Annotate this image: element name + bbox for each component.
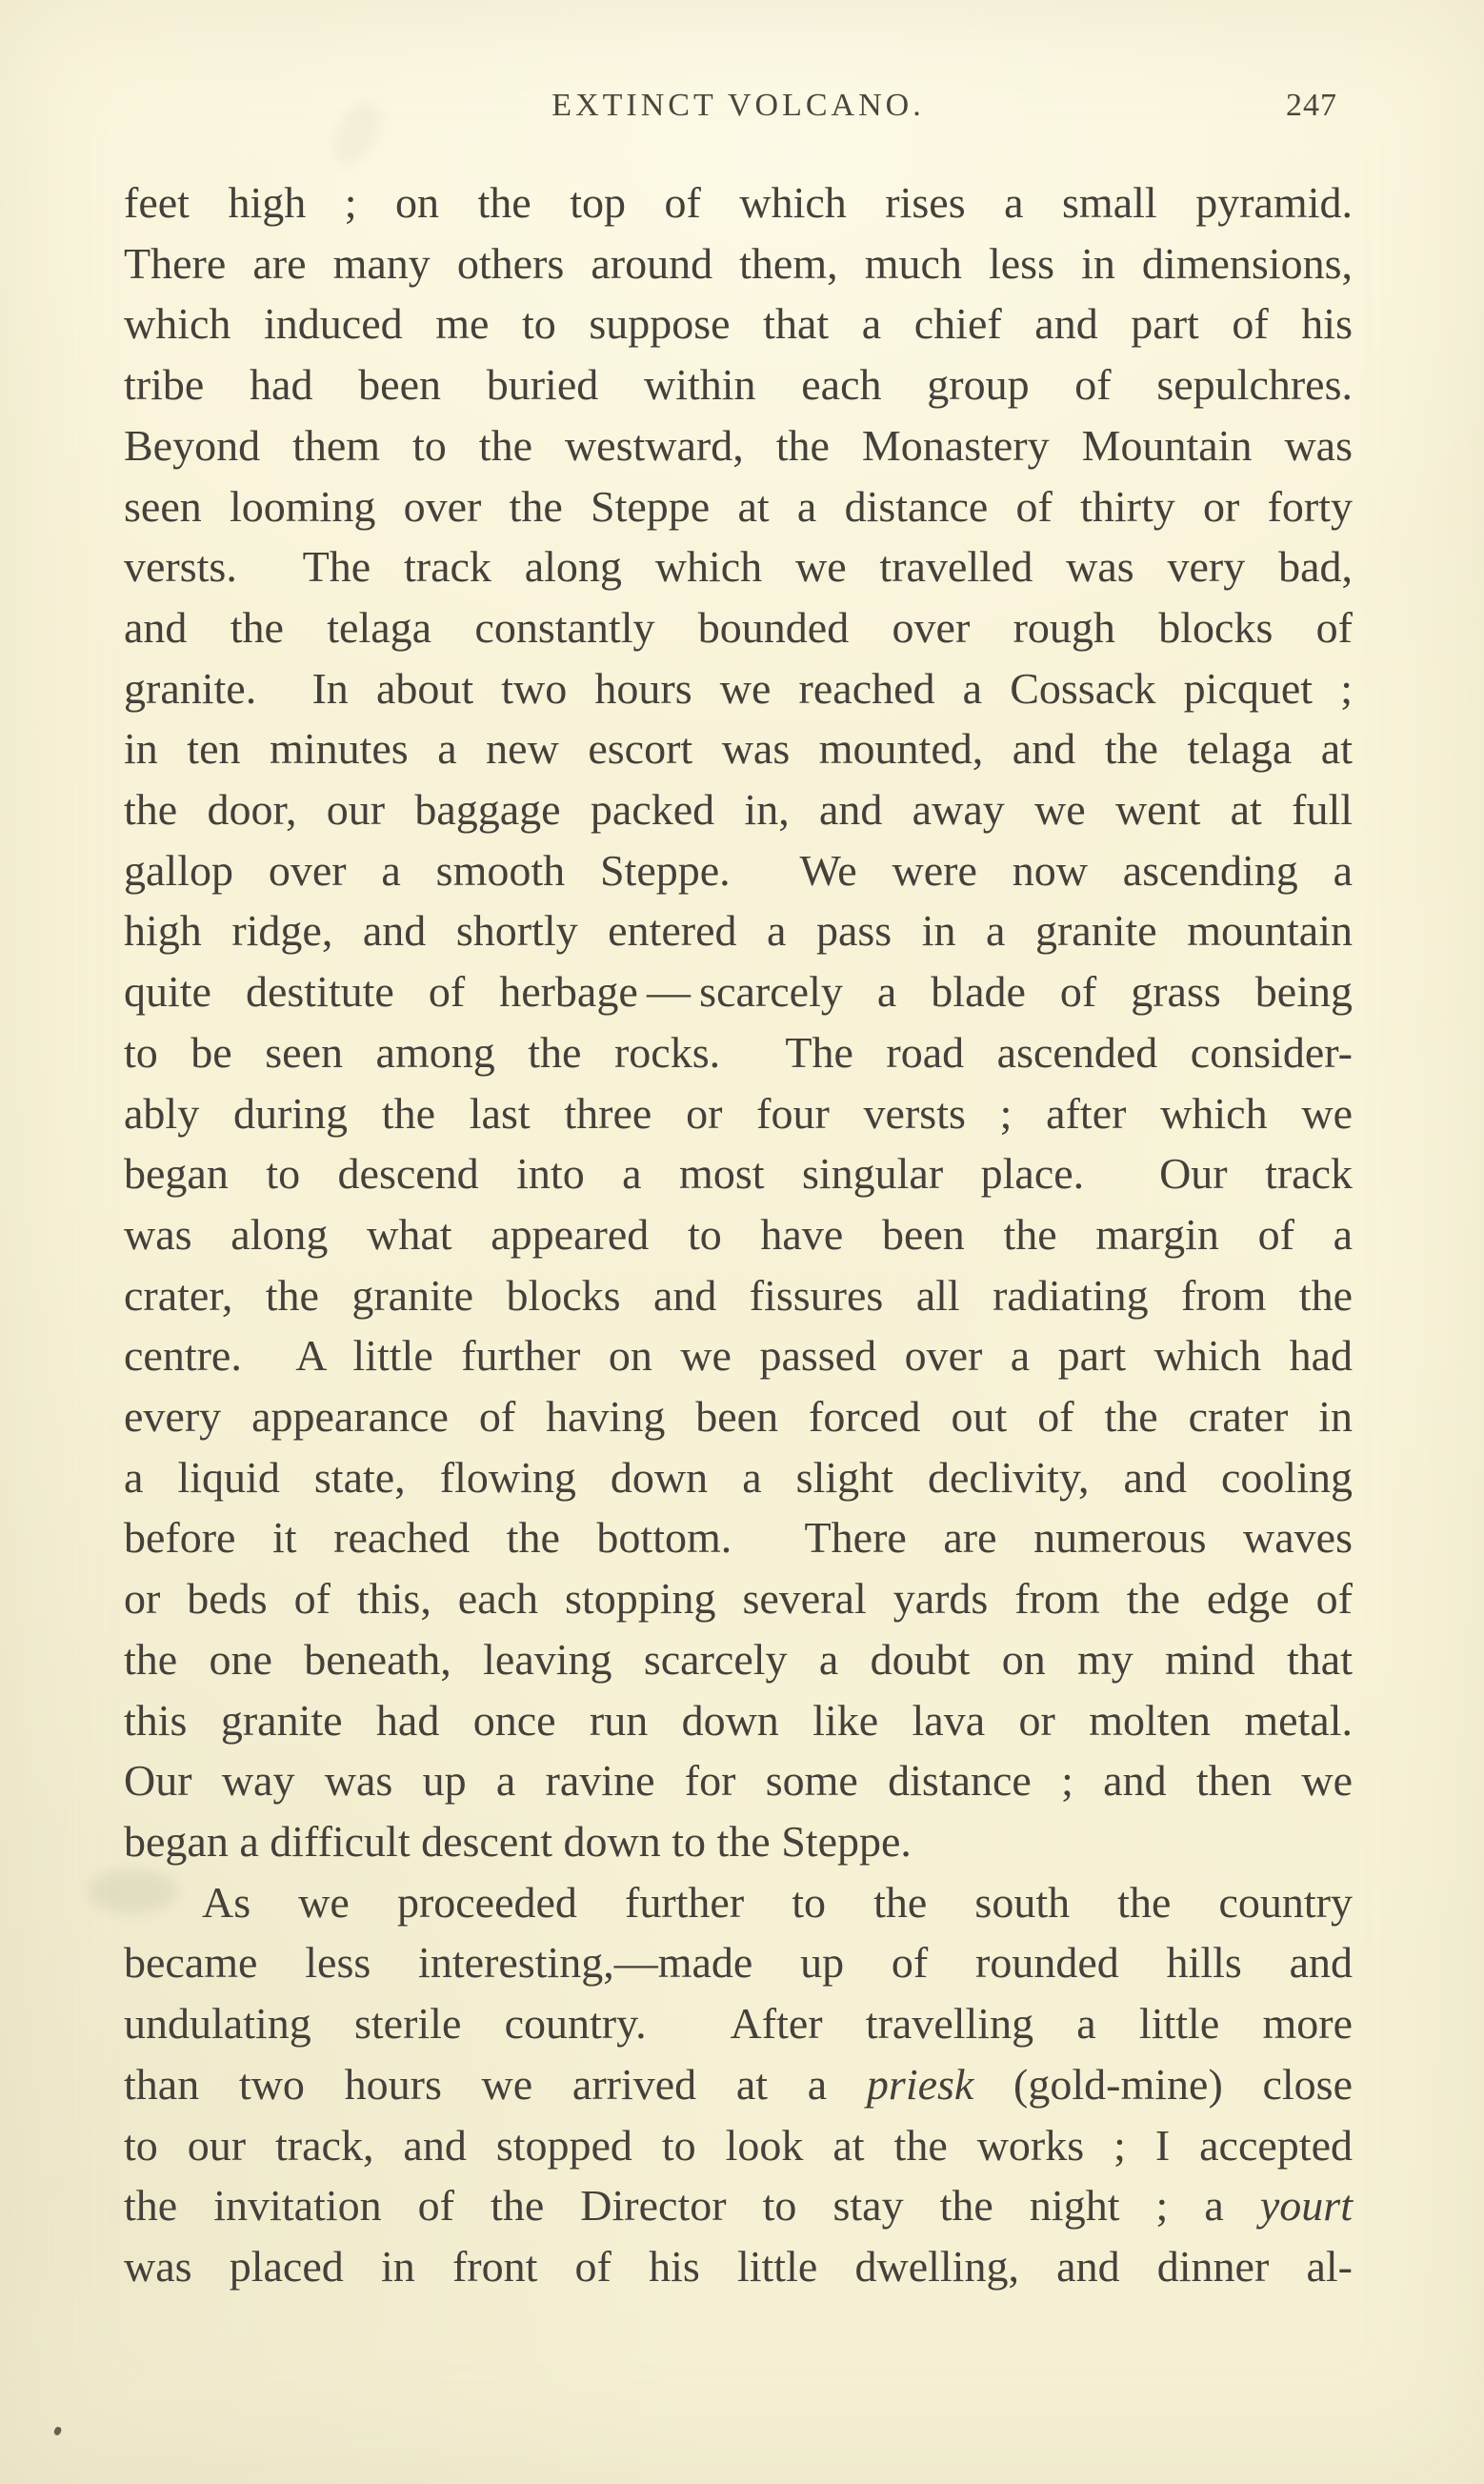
text-line: to be seen among the rocks. The road ascended consider- xyxy=(124,1027,1353,1077)
text-line: in ten minutes a new escort was mounted, and the telaga at xyxy=(124,724,1353,774)
text-line: became less interesting,—made up of rounded hills and xyxy=(124,1938,1353,1988)
text-line: this granite had once run down like lava or molten metal. xyxy=(124,1695,1353,1745)
text-line: every appearance of having been forced out of the crater in xyxy=(124,1392,1353,1442)
text-line: which induced me to suppose that a chief and part of his xyxy=(124,299,1353,349)
text-line: than two hours we arrived at a priesk (gold-mine) close xyxy=(124,2059,1353,2109)
text-line: gallop over a smooth Steppe. We were now ascending a xyxy=(124,845,1353,895)
text-line: began a difficult descent down to the Steppe. xyxy=(124,1816,912,1866)
text-line: Beyond them to the westward, the Monastery Mountain was xyxy=(124,420,1353,470)
text-line: As we proceeded further to the south the country xyxy=(202,1877,1353,1927)
running-title: EXTINCT VOLCANO. xyxy=(551,88,925,123)
text-line: granite. In about two hours we reached a Cossack picquet ; xyxy=(124,663,1353,713)
scan-smudge xyxy=(88,1869,178,1913)
text-line: was along what appeared to have been the margin of a xyxy=(124,1209,1353,1259)
text-line: versts. The track along which we travelled was very bad, xyxy=(124,542,1353,592)
text-line: tribe had been buried within each group of sepulchres. xyxy=(124,360,1353,410)
page-number: 247 xyxy=(1286,88,1337,123)
text-line: was placed in front of his little dwelling, and dinner al- xyxy=(124,2241,1353,2291)
text-line: the one beneath, leaving scarcely a doubt on my mind that xyxy=(124,1634,1353,1684)
text-line: and the telaga constantly bounded over rough blocks of xyxy=(124,602,1353,652)
italic-term: priesk xyxy=(866,2059,974,2109)
text-line: began to descend into a most singular place. Our track xyxy=(124,1149,1353,1199)
italic-term: yourt xyxy=(1259,2181,1353,2231)
text-line: ably during the last three or four versts ; after which we xyxy=(124,1088,1353,1138)
text-line: or beds of this, each stopping several yards from the edge of xyxy=(124,1574,1353,1624)
text-line: crater, the granite blocks and fissures all radiating from the xyxy=(124,1270,1353,1320)
page-header xyxy=(124,88,1353,131)
text-line: Our way was up a ravine for some distance ; and then we xyxy=(124,1756,1353,1806)
text-line: the door, our baggage packed in, and away we went at full xyxy=(124,785,1353,835)
ink-speck xyxy=(53,2426,62,2436)
text-line: before it reached the bottom. There are numerous waves xyxy=(124,1513,1353,1563)
text-line: seen looming over the Steppe at a distance of thirty or forty xyxy=(124,481,1353,531)
text-line: quite destitute of herbage — scarcely a blade of grass being xyxy=(124,967,1353,1017)
text-line: a liquid state, flowing down a slight declivity, and cooling xyxy=(124,1452,1353,1502)
text-line: high ridge, and shortly entered a pass in a granite mountain xyxy=(124,906,1353,956)
text-line: to our track, and stopped to look at the works ; I accepted xyxy=(124,2120,1353,2170)
text-line: the invitation of the Director to stay the night ; a yourt xyxy=(124,2181,1353,2231)
text-line: undulating sterile country. After travelling a little more xyxy=(124,1999,1353,2049)
text-line: There are many others around them, much less in dimensions, xyxy=(124,238,1353,288)
text-line: centre. A little further on we passed over a part which had xyxy=(124,1331,1353,1381)
page-body xyxy=(124,172,1353,2297)
text-line: feet high ; on the top of which rises a small pyramid. xyxy=(124,178,1353,227)
